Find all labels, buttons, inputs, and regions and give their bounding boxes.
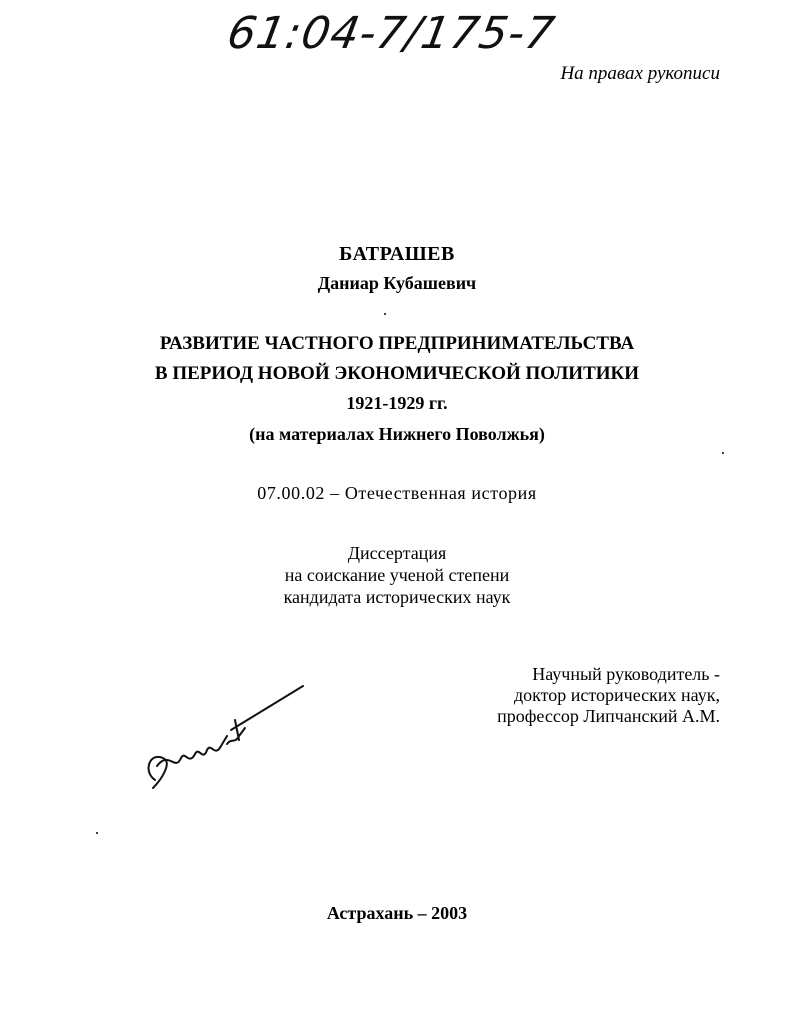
supervisor-line-2: доктор исторических наук, [514, 685, 720, 705]
scan-speck [722, 452, 724, 454]
place-and-year: Астрахань – 2003 [326, 903, 468, 923]
thesis-scope: (на материалах Нижнего Поволжья) [249, 424, 545, 444]
supervisor-line-3: профессор Липчанский А.М. [497, 706, 720, 726]
dissertation-line-3: кандидата исторических наук [283, 587, 511, 607]
dissertation-line-1: Диссертация [347, 543, 447, 563]
thesis-years: 1921-1929 гг. [346, 393, 448, 413]
specialty-code: 07.00.02 – Отечественная история [257, 483, 537, 503]
supervisor-line-1: Научный руководитель - [532, 664, 720, 684]
scan-speck [384, 313, 386, 315]
dissertation-description [0, 542, 794, 608]
dissertation-line-2: на соискание ученой степени [284, 565, 510, 585]
author-surname: БАТРАШЕВ [339, 243, 455, 265]
scan-speck [96, 832, 98, 834]
thesis-title-line-2: В ПЕРИОД НОВОЙ ЭКОНОМИЧЕСКОЙ ПОЛИТИКИ [154, 363, 640, 384]
signature-icon [135, 680, 315, 800]
author-given-names: Даниар Кубашевич [317, 273, 477, 293]
archive-code: 61:04-7/175-7 [223, 8, 559, 59]
thesis-title-line-1: РАЗВИТИЕ ЧАСТНОГО ПРЕДПРИНИМАТЕЛЬСТВА [159, 333, 635, 354]
supervisor-block [497, 664, 720, 727]
rights-notice: На правах рукописи [560, 63, 720, 84]
